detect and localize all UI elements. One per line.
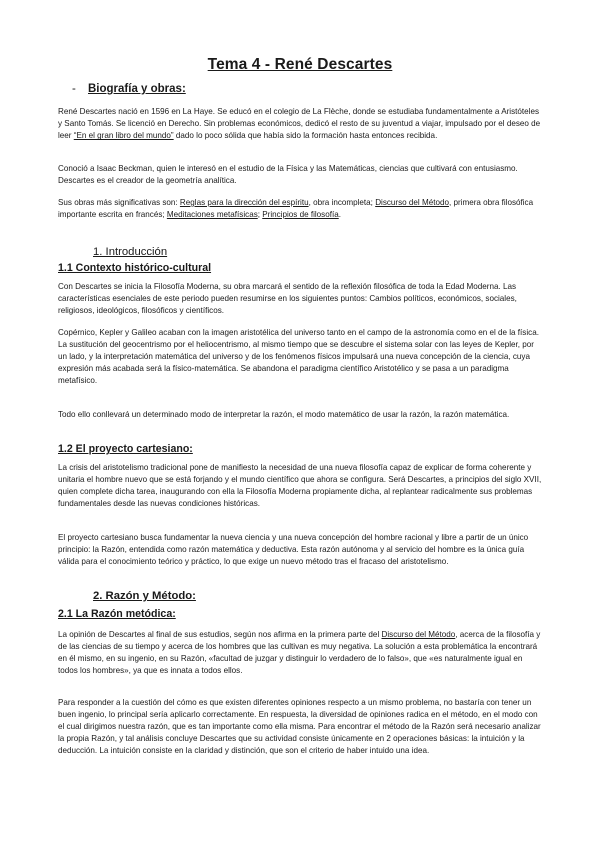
section-2-1-paragraph-2: Para responder a la cuestión del cómo es que existen diferentes opiniones respecto a un mismo problema, no bastaría con tener un buen ingenio, lo principal sería aplicarlo correctamente. En respuesta, la diversidad de opiniones radica en el método, en el modo con el cual dirigimos nuestra razón, que es tan importante como ella misma. Para encontrar el método de la Razón será necesario analizar la propia Razón, y tal análisis concluye Descartes que su actividad consiste únicamente en 2 operaciones básicas: la intuición y la deducción. La intuición consiste en la claridad y distinción, que son el criterio de haber intuido una idea. <box>58 698 541 756</box>
work-title: Meditaciones metafísicas <box>166 210 258 220</box>
work-title: Discurso del Método <box>381 630 456 639</box>
bio-text-end: dado lo poco sólida que había sido la formación hasta entonces recibida. <box>173 131 438 141</box>
section-1-2-paragraph-2: El proyecto cartesiano busca fundamentar la nueva ciencia y una nueva concepción del hombre racional y libre a partir de un único principio: la Razón, entendida como razón matemática y deductiva. Esta razón autónoma y al servicio del hombre es la única guía válida para el conocimiento teórico y práctico, lo que exige un nuevo método tras el fracaso del aristotelismo. <box>58 533 529 567</box>
biography-heading-text: Biografía y obras: <box>88 83 186 95</box>
section-1-1-paragraph-3: Todo ello conllevará un determinado modo de interpretar la razón, el modo matemático de usar la razón, la razón matemática. <box>58 410 510 419</box>
biography-paragraph-1 <box>58 106 544 142</box>
work-title: Discurso del Método <box>375 198 449 207</box>
section-2-1-paragraph-1 <box>58 629 544 677</box>
works-sep: , primera obra filosófica importante escrita en francés; <box>58 198 534 220</box>
page-title: Tema 4 - René Descartes <box>207 56 393 73</box>
subsection-2-1-heading: 2.1 La Razón metódica: <box>58 608 176 620</box>
subsection-1-1-heading: 1.1 Contexto histórico-cultural <box>58 262 212 274</box>
s21-text-end: , acerca de la filosofía y de las ciencias de su tiempo y acerca de los hombres que las cultivan es muy negativa. La solución a esta problemática la encontrará en él mismo, en su ingenio, en su Razón, «facultad de juzgar y distinguir lo verdadero de lo falso», que «es naturalmente igual en todos los hombres», ya que es innata a todos ellos. <box>58 630 541 676</box>
section-2-heading: 2. Razón y Método: <box>93 590 196 602</box>
works-intro: Sus obras más significativas son: <box>58 198 180 207</box>
works-sep: ; <box>257 210 263 220</box>
works-end: . <box>338 210 341 220</box>
work-title: Principios de filosofía <box>262 210 339 220</box>
s21-text: La opinión de Descartes al final de sus estudios, según nos afirma en la primera parte del <box>58 630 382 639</box>
subsection-1-2-heading: 1.2 El proyecto cartesiano: <box>58 443 193 455</box>
quoted-phrase: “En el gran libro del mundo” <box>73 131 174 141</box>
section-1-1-paragraph-2: Copérnico, Kepler y Galileo acaban con la imagen aristotélica del universo tanto en el campo de la astronomía como en el de la física. La sustitución del geocentrismo por el heliocentrismo, al mismo tiempo que se descubre el sistema solar con las leyes de Kepler, por un lado, y la interpretación matemática del universo y de los fenómenos físicos impulsará una nueva concepción de la ciencia, cuya expresión más acabada será la físico-matemática. Se abandona el paradigma científico Aristotélico y se pasa a un paradigma metafísico. <box>58 328 539 386</box>
biography-paragraph-2: Conoció a Isaac Beckman, quien le interesó en el estudio de la Física y las Matemáticas, ciencias que cultivará con entusiasmo. Descartes es el creador de la geometría analítica. <box>58 164 518 186</box>
works-paragraph <box>58 197 544 221</box>
section-1-1-paragraph-1: Con Descartes se inicia la Filosofía Moderna, su obra marcará el sentido de la reflexión filosófica de toda la Edad Moderna. Las características esenciales de este periodo pueden resumirse en los siguientes puntos: Cambios políticos, económicos, sociales, religiosos, ideológicos, filosóficos y científicos. <box>58 282 517 316</box>
works-sep: , obra incompleta; <box>308 198 376 207</box>
work-title: Reglas para la dirección del espíritu <box>179 198 309 207</box>
section-1-heading: 1. Introducción <box>93 246 168 258</box>
biography-heading <box>72 83 186 95</box>
bio-text: René Descartes nació en 1596 en La Haye. Se educó en el colegio de La Flèche, donde se estudiaba fundamentalmente a Aristóteles y Santo Tomás. Se licenció en Derecho. Sin problemas económicos, dedicó el resto de su juventud a viajar, impulsado por el deseo de leer <box>58 107 541 141</box>
section-1-2-paragraph-1: La crisis del aristotelismo tradicional pone de manifiesto la necesidad de una nueva filosofía capaz de explicar de forma coherente y unitaria el hombre nuevo que se está forjando y el mundo científico que ahora se configura. Será Descartes, a principios del siglo XVII, quien complete dicha tarea, inaugurando con ella la Filosofía Moderna propiamente dicha, al replantear radicalmente sus problemas fundamentales desde las nuevas condiciones históricas. <box>58 463 542 509</box>
list-dash: - <box>72 83 76 95</box>
